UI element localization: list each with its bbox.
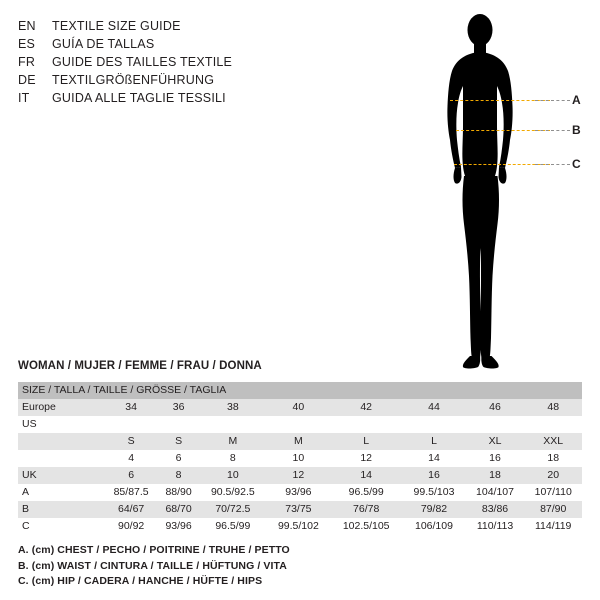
table-header-label: SIZE / TALLA / TAILLE / GRÖSSE / TAGLIA: [18, 382, 582, 399]
cell: 96.5/99: [199, 518, 267, 535]
row-label: UK: [18, 467, 104, 484]
cell: 20: [524, 467, 582, 484]
cell: 93/96: [158, 518, 199, 535]
table-row: [18, 518, 582, 535]
table-row: [18, 450, 582, 467]
language-code: FR: [18, 55, 36, 69]
measurement-leader-c: [535, 164, 570, 165]
row-label: Europe: [18, 399, 104, 416]
size-table-wrapper: [18, 382, 582, 535]
cell: 8: [199, 450, 267, 467]
cell: L: [402, 433, 465, 450]
silhouette-icon: [420, 8, 595, 373]
cell: 48: [524, 399, 582, 416]
cell: 88/90: [158, 484, 199, 501]
cell: S: [104, 433, 158, 450]
cell: 12: [330, 450, 402, 467]
measurement-label-b: B: [572, 123, 581, 137]
cell: 110/113: [466, 518, 525, 535]
female-silhouette-figure: [420, 8, 595, 373]
cell: [158, 416, 199, 433]
cell: [402, 416, 465, 433]
language-title: TEXTILE SIZE GUIDE: [52, 19, 181, 33]
measurement-leader-a: [535, 100, 570, 101]
cell: [104, 416, 158, 433]
row-label: A: [18, 484, 104, 501]
note-chest: A. (cm) CHEST / PECHO / POITRINE / TRUHE / PETTO: [18, 544, 290, 556]
row-label: C: [18, 518, 104, 535]
table-row: [18, 433, 582, 450]
measurement-leader-b: [535, 130, 570, 131]
cell: 85/87.5: [104, 484, 158, 501]
cell: 99.5/102: [267, 518, 330, 535]
cell: M: [199, 433, 267, 450]
table-row: [18, 467, 582, 484]
cell: [466, 416, 525, 433]
cell: 16: [402, 467, 465, 484]
language-row: [18, 54, 318, 71]
cell: 8: [158, 467, 199, 484]
table-header-row: [18, 382, 582, 399]
cell: XL: [466, 433, 525, 450]
cell: 90/92: [104, 518, 158, 535]
language-row: [18, 18, 318, 35]
note-waist: B. (cm) WAIST / CINTURA / TAILLE / HÜFTUNG / VITA: [18, 559, 287, 572]
measurement-notes: [18, 543, 578, 590]
cell: 104/107: [466, 484, 525, 501]
cell: 16: [466, 450, 525, 467]
cell: 102.5/105: [330, 518, 402, 535]
cell: 34: [104, 399, 158, 416]
cell: [267, 416, 330, 433]
language-title: GUIDA ALLE TAGLIE TESSILI: [52, 91, 226, 105]
cell: L: [330, 433, 402, 450]
table-row: [18, 416, 582, 433]
cell: 42: [330, 399, 402, 416]
language-row: [18, 72, 318, 89]
cell: 87/90: [524, 501, 582, 518]
cell: XXL: [524, 433, 582, 450]
cell: 90.5/92.5: [199, 484, 267, 501]
measurement-label-c: C: [572, 157, 581, 171]
cell: M: [267, 433, 330, 450]
measurement-label-a: A: [572, 93, 581, 107]
cell: [524, 416, 582, 433]
row-label: [18, 450, 104, 467]
row-label: US: [18, 416, 104, 433]
language-title: TEXTILGRÖßENFÜHRUNG: [52, 73, 215, 87]
note-hip: C. (cm) HIP / CADERA / HANCHE / HÜFTE / HIPS: [18, 575, 263, 587]
cell: 96.5/99: [330, 484, 402, 501]
cell: 4: [104, 450, 158, 467]
table-row: [18, 484, 582, 501]
cell: 68/70: [158, 501, 199, 518]
language-title: GUÍA DE TALLAS: [52, 37, 155, 51]
cell: 44: [402, 399, 465, 416]
cell: 10: [199, 467, 267, 484]
cell: 79/82: [402, 501, 465, 518]
cell: 70/72.5: [199, 501, 267, 518]
language-code: ES: [18, 37, 36, 51]
language-code: EN: [18, 19, 36, 33]
cell: 38: [199, 399, 267, 416]
cell: 107/110: [524, 484, 582, 501]
table-row: [18, 501, 582, 518]
size-table: [18, 382, 582, 535]
cell: [199, 416, 267, 433]
cell: 18: [466, 467, 525, 484]
cell: 14: [330, 467, 402, 484]
cell: 14: [402, 450, 465, 467]
language-code: IT: [18, 91, 30, 105]
cell: 106/109: [402, 518, 465, 535]
cell: 40: [267, 399, 330, 416]
cell: 93/96: [267, 484, 330, 501]
language-title-block: [18, 18, 318, 108]
cell: 6: [158, 450, 199, 467]
cell: 64/67: [104, 501, 158, 518]
language-code: DE: [18, 73, 36, 87]
cell: 114/119: [524, 518, 582, 535]
language-title: GUIDE DES TAILLES TEXTILE: [52, 55, 233, 69]
table-row: [18, 399, 582, 416]
cell: 36: [158, 399, 199, 416]
section-title-woman: WOMAN / MUJER / FEMME / FRAU / DONNA: [18, 360, 262, 372]
language-row: [18, 90, 318, 107]
cell: 83/86: [466, 501, 525, 518]
language-row: [18, 36, 318, 53]
cell: 73/75: [267, 501, 330, 518]
row-label: [18, 433, 104, 450]
cell: 18: [524, 450, 582, 467]
cell: 99.5/103: [402, 484, 465, 501]
cell: 12: [267, 467, 330, 484]
row-label: B: [18, 501, 104, 518]
cell: 76/78: [330, 501, 402, 518]
cell: 6: [104, 467, 158, 484]
cell: [330, 416, 402, 433]
cell: 46: [466, 399, 525, 416]
cell: S: [158, 433, 199, 450]
cell: 10: [267, 450, 330, 467]
